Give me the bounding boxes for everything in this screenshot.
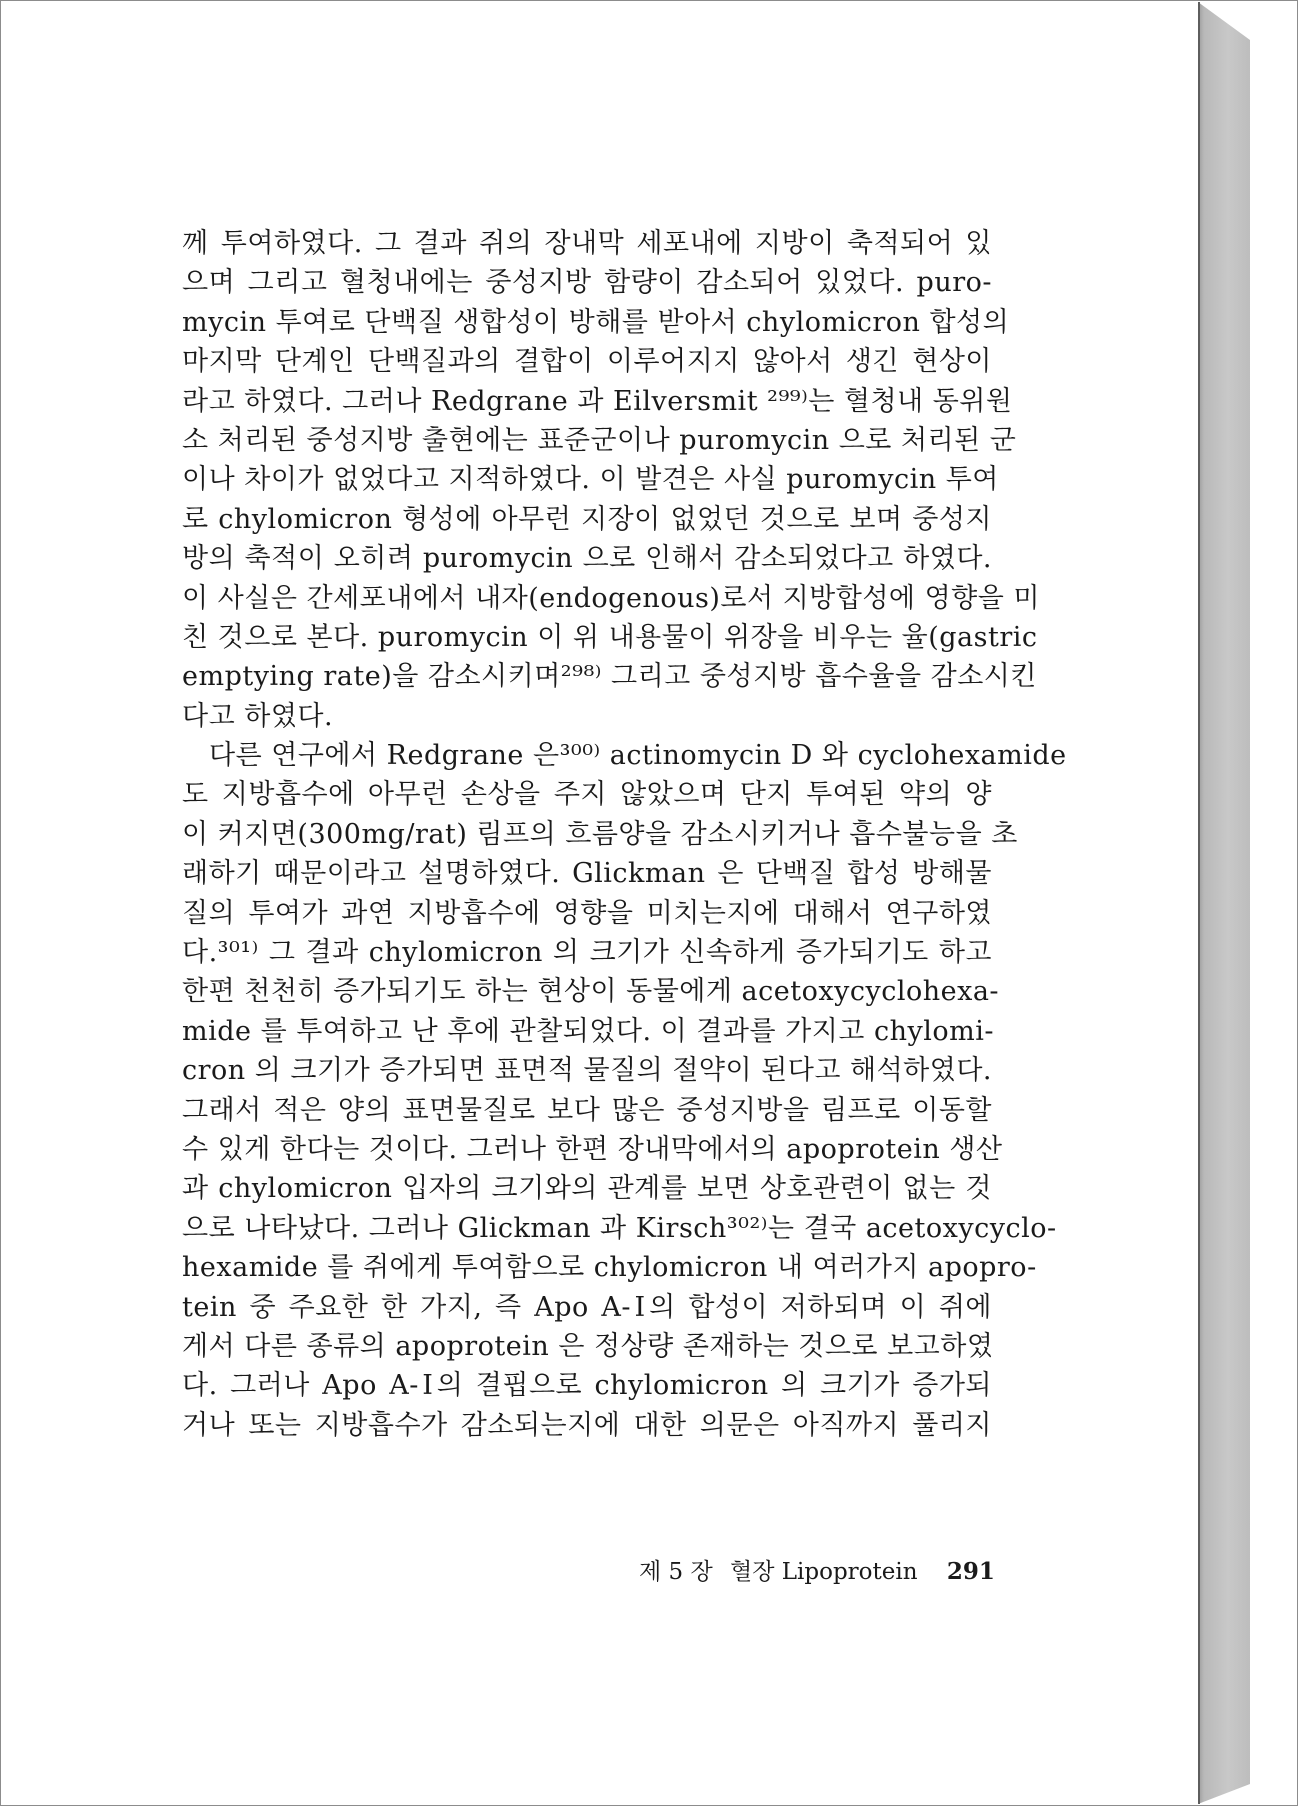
book-page [2,2,1198,1804]
text-line: 소 처리된 중성지방 출현에는 표준군이나 puromycin 으로 처리된 군 [182,424,1017,456]
text-line: 다. 그러나 Apo A-Ⅰ의 결핍으로 chylomicron 의 크기가 증가되 [182,1370,992,1402]
background-margin [1250,2,1297,1804]
text-line: 마지막 단계인 단백질과의 결합이 이루어지지 않아서 생긴 현상이 [182,346,992,378]
text-line: 거나 또는 지방흡수가 감소되는지에 대한 의문은 아직까지 풀리지 [182,1409,992,1441]
text-line: 그래서 적은 양의 표면물질로 보다 많은 중성지방을 림프로 이동할 [182,1094,992,1126]
text-line: 게서 다른 종류의 apoprotein 은 정상량 존재하는 것으로 보고하였 [182,1330,994,1362]
text-line: 수 있게 한다는 것이다. 그러나 한편 장내막에서의 apoprotein 생산 [182,1133,1003,1165]
text-line: 다고 하였다. [182,700,334,732]
text-line: 도 지방흡수에 아무런 손상을 주지 않았으며 단지 투여된 약의 양 [182,779,992,811]
text-line: tein 중 주요한 한 가지, 즉 Apo A-Ⅰ의 합성이 저하되며 이 쥐에 [182,1291,992,1323]
page-footer [639,1553,995,1586]
text-line: hexamide 를 쥐에게 투여함으로 chylomicron 내 여러가지 apopro- [182,1252,1037,1284]
page-number: 291 [946,1558,995,1585]
text-line: 이나 차이가 없었다고 지적하였다. 이 발견은 사실 puromycin 투여 [182,464,999,496]
page-stack-edge [1198,2,1250,1804]
text-line: 께 투여하였다. 그 결과 쥐의 장내막 세포내에 지방이 축적되어 있 [182,228,992,259]
text-line: 친 것으로 본다. puromycin 이 위 내용물이 위장을 비우는 율(gastric [182,621,1038,653]
text-line: 으로 나타났다. 그러나 Glickman 과 Kirsch³⁰²⁾는 결국 acetoxycyclo- [182,1212,1057,1244]
text-line: mide 를 투여하고 난 후에 관찰되었다. 이 결과를 가지고 chylomi- [182,1015,994,1047]
body-text [182,224,1067,1445]
text-line: 으며 그리고 혈청내에는 중성지방 함량이 감소되어 있었다. puro- [182,267,992,299]
text-line: 다.³⁰¹⁾ 그 결과 chylomicron 의 크기가 신속하게 증가되기도 하고 [182,937,992,969]
page-edge-divider [1198,2,1200,1804]
text-line: 래하기 때문이라고 설명하였다. Glickman 은 단백질 합성 방해물 [182,858,992,890]
text-line: 과 chylomicron 입자의 크기와의 관계를 보면 상호관련이 없는 것 [182,1173,992,1205]
text-line: 라고 하였다. 그러나 Redgrane 과 Eilversmit ²⁹⁹⁾는 혈청내 동위원 [182,385,1013,417]
text-line: 이 사실은 간세포내에서 내자(endogenous)로서 지방합성에 영향을 미 [182,582,1041,614]
text-line: 로 chylomicron 형성에 아무런 지장이 없었던 것으로 보며 중성지 [182,503,992,535]
chapter-title: 혈장 Lipoprotein [730,1559,918,1585]
text-line: mycin 투여로 단백질 생합성이 방해를 받아서 chylomicron 합성의 [182,306,1010,338]
chapter-label: 제 5 장 [639,1559,713,1585]
text-line: cron 의 크기가 증가되면 표면적 물질의 절약이 된다고 해석하였다. [182,1055,992,1087]
text-line: 다른 연구에서 Redgrane 은³⁰⁰⁾ actinomycin D 와 cyclohexamide [209,740,1067,772]
text-line: 질의 투여가 과연 지방흡수에 영향을 미치는지에 대해서 연구하였 [182,897,992,929]
text-line: 방의 축적이 오히려 puromycin 으로 인해서 감소되었다고 하였다. [182,543,992,575]
text-line: 이 커지면(300mg/rat) 림프의 흐름양을 감소시키거나 흡수불능을 초 [182,818,1018,850]
text-line: emptying rate)을 감소시키며²⁹⁸⁾ 그리고 중성지방 흡수율을 감소시킨 [182,661,1037,693]
text-line: 한편 천천히 증가되기도 하는 현상이 동물에게 acetoxycyclohexa- [182,976,1000,1008]
